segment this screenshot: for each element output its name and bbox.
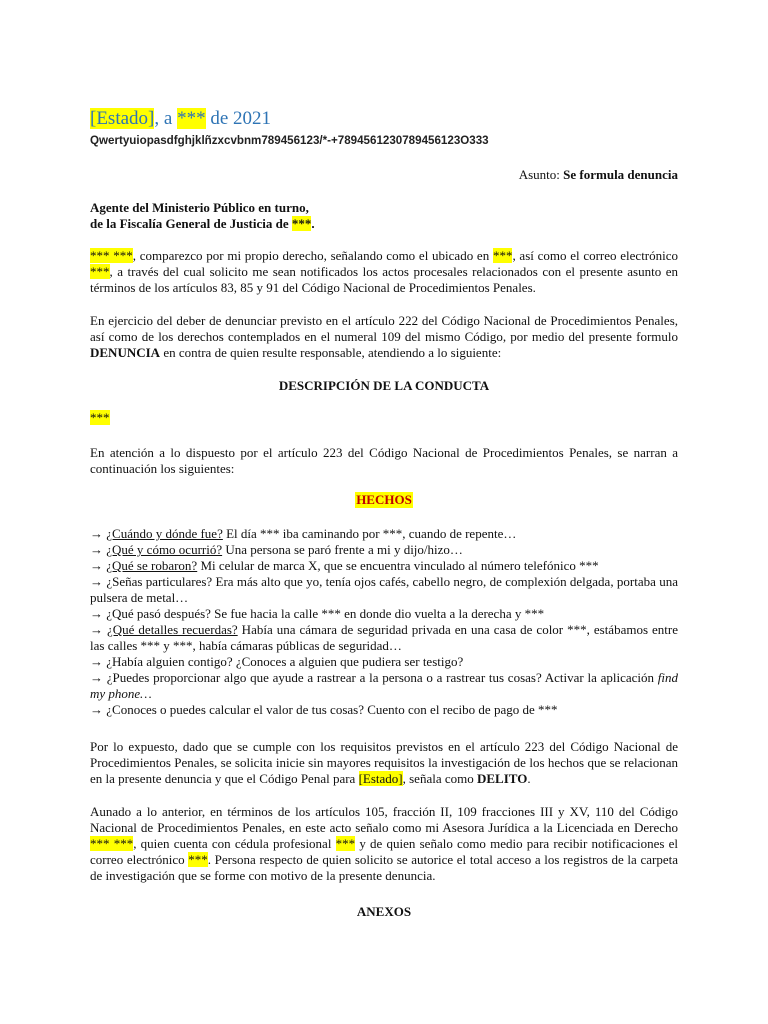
p1-text-1: , comparezco por mi propio derecho, señalando como el ubicado en — [132, 248, 493, 263]
hecho-item — [90, 702, 678, 718]
p5-text-2: , quien cuenta con cédula profesional — [133, 836, 336, 851]
recipient-line2 — [90, 216, 315, 232]
arrow-icon: → — [90, 542, 103, 557]
heading-a: , a — [154, 108, 178, 129]
p5-text-1: Aunado a lo anterior, en términos de los artículos 105, fracción II, 109 fracciones III y XV, 110 del Código Nacional de Procedimientos Penales, en este acto señalo como mi Asesora Jurídica a la Licenciada en Derecho — [90, 804, 678, 835]
hecho-text: ¿Señas particulares? Era más alto que yo, tenía ojos cafés, cabello negro, de complexión delgada, portaba una pulsera de metal… — [90, 574, 678, 605]
hecho-text: ¿Qué pasó después? Se fue hacia la calle *** en donde dio vuelta a la derecha y *** — [106, 606, 545, 621]
p5-cedula-placeholder: *** — [335, 836, 356, 851]
p4-bold: DELITO — [477, 771, 528, 786]
hecho-text: ¿Puedes proporcionar algo que ayude a rastrear a la persona o a rastrear tus cosas? Activar la aplicación — [106, 670, 658, 685]
arrow-icon: → — [90, 670, 103, 685]
p5-text-3: y de quien señalo como medio para recibir notificaciones el correo electrónico — [90, 836, 679, 867]
asunto-label: Asunto: — [518, 167, 564, 182]
p2-bold: DENUNCIA — [90, 345, 161, 360]
hecho-question: ¿Qué se robaron? — [106, 558, 198, 573]
recipient-placeholder: *** — [291, 216, 312, 231]
p5-text-4: . Persona respecto de quien solicito se autorice el total acceso a los registros de la carpeta de investigación que se forme con motivo de la presente denuncia. — [90, 852, 678, 883]
hecho-text: Había una cámara de seguridad privada en una casa de color ***, estábamos entre las calles *** y ***, había cámaras públicas de seguridad… — [90, 622, 678, 653]
code-line: Qwertyuiopasdfghjklñzxcvbnm789456123/*-+7894561230789456123O333 — [90, 134, 489, 147]
paragraph-1 — [90, 248, 678, 296]
hecho-text: Una persona se paró frente a mi y dijo/hizo… — [222, 542, 463, 557]
p5-email-placeholder: *** — [188, 852, 208, 867]
hecho-item — [90, 574, 678, 606]
arrow-icon: → — [90, 702, 103, 717]
p1-text-3: , a través del cual solicito me sean notificados los actos procesales relacionados con el presente asunto en términos de los artículos 83, 85 y 91 del Código Nacional de Procedimientos Penales. — [90, 264, 678, 295]
hecho-item — [90, 558, 678, 574]
p4-estado-placeholder: [Estado] — [358, 771, 403, 786]
heading-year: de 2021 — [205, 108, 271, 129]
p1-email-placeholder: *** — [90, 264, 110, 279]
recipient-period: . — [311, 216, 315, 231]
hecho-question: ¿Qué detalles recuerdas? — [107, 622, 238, 637]
p2-text-1: En ejercicio del deber de denunciar previsto en el artículo 222 del Código Nacional de Procedimientos Penales, así como de los derechos contemplados en el numeral 109 del mismo Código, por medio del presente formulo — [90, 313, 678, 344]
p2-text-2: en contra de quien resulte responsable, atendiendo a lo siguiente: — [160, 345, 502, 360]
arrow-icon: → — [90, 526, 103, 541]
hecho-item — [90, 542, 678, 558]
arrow-icon: → — [90, 558, 103, 573]
paragraph-3: En atención a lo dispuesto por el artículo 223 del Código Nacional de Procedimientos Penales, se narran a continuación los siguientes: — [90, 445, 678, 476]
hecho-text: Mi celular de marca X, que se encuentra vinculado al número telefónico *** — [197, 558, 599, 573]
hechos-title: HECHOS — [356, 492, 412, 507]
p1-text-2: , así como el correo electrónico — [512, 248, 679, 263]
p1-address-placeholder: *** — [492, 248, 513, 263]
arrow-icon: → — [90, 622, 103, 637]
hecho-text: ¿Había alguien contigo? ¿Conoces a alguien que pudiera ser testigo? — [106, 654, 464, 669]
hechos-list — [90, 526, 678, 718]
conducta-content — [90, 410, 678, 426]
hecho-item — [90, 622, 678, 654]
p4-text-3: . — [527, 771, 531, 786]
asunto-value: Se formula denuncia — [563, 167, 678, 182]
p5-name-placeholder: *** *** — [90, 836, 134, 851]
recipient-line2-text: de la Fiscalía General de Justicia de — [90, 216, 292, 231]
estado-placeholder: [Estado] — [90, 108, 155, 129]
hecho-text: El día *** iba caminando por ***, cuando de repente… — [222, 526, 517, 541]
section-title-hechos — [90, 492, 678, 508]
section-title-conducta: DESCRIPCIÓN DE LA CONDUCTA — [278, 378, 490, 393]
section-title-anexos: ANEXOS — [356, 904, 412, 919]
hecho-text: ¿Conoces o puedes calcular el valor de tus cosas? Cuento con el recibo de pago de *** — [106, 702, 558, 717]
p1-name-placeholder: *** *** — [90, 248, 133, 263]
date-placeholder: *** — [177, 108, 206, 129]
hecho-item — [90, 526, 678, 542]
hecho-item — [90, 654, 678, 670]
paragraph-4 — [90, 739, 678, 787]
p4-text-1: Por lo expuesto, dado que se cumple con los requisitos previstos en el artículo 223 del Código Nacional de Procedimientos Penales, se solicita inicie sin mayores requisitos la investigación de los hechos que se relacionan en la presente denuncia y que el Código Penal para — [90, 739, 678, 786]
recipient-block — [90, 200, 315, 232]
recipient-line1: Agente del Ministerio Público en turno, — [90, 200, 309, 215]
conducta-placeholder: *** — [90, 410, 110, 425]
paragraph-2 — [90, 313, 678, 361]
hecho-item — [90, 670, 678, 702]
asunto-line — [519, 167, 678, 183]
document-heading — [90, 108, 271, 130]
p4-text-2: , señala como — [402, 771, 477, 786]
arrow-icon: → — [90, 606, 103, 621]
arrow-icon: → — [90, 574, 103, 589]
hecho-italic: find my phone… — [90, 670, 678, 701]
hecho-question: ¿Qué y cómo ocurrió? — [106, 542, 223, 557]
arrow-icon: → — [90, 654, 103, 669]
hecho-question: ¿Cuándo y dónde fue? — [106, 526, 223, 541]
paragraph-5 — [90, 804, 678, 884]
hecho-item — [90, 606, 678, 622]
